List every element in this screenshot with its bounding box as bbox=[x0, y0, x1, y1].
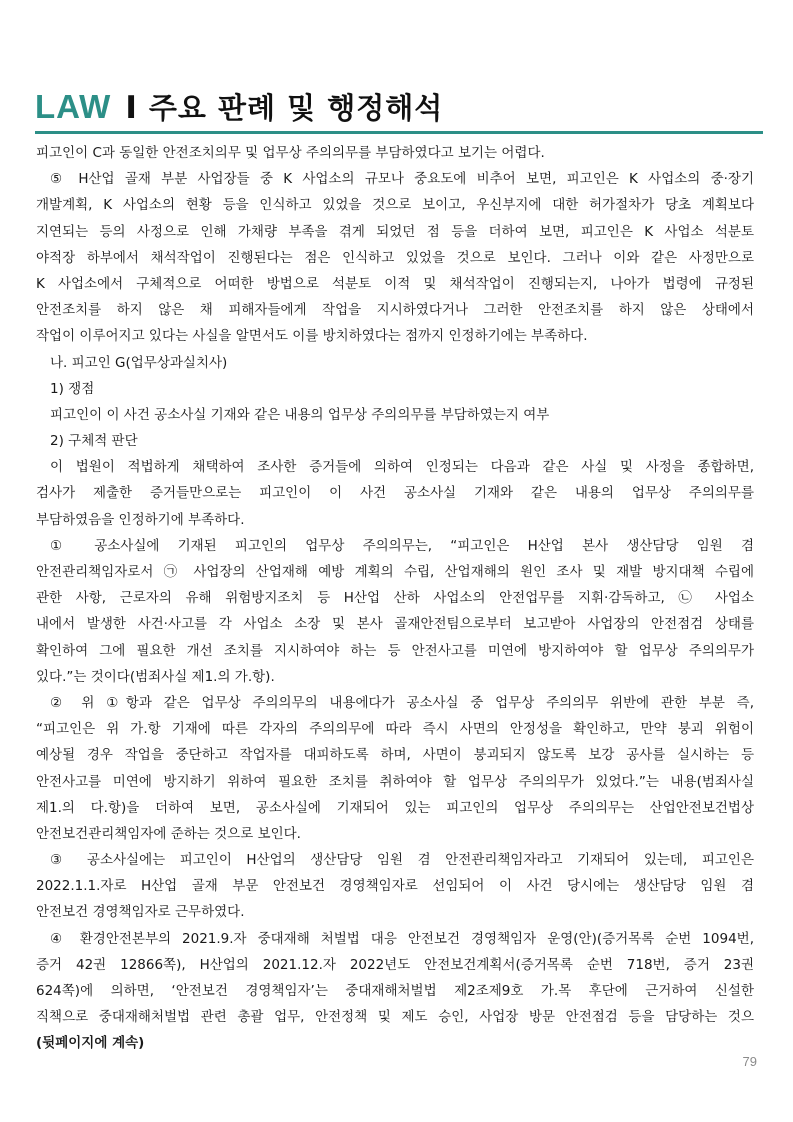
text-line: 확인하여 그에 필요한 개선 조치를 지시하여야 하는 등 안전사고를 미연에 방지하여야 할 업무상 주의의무가 bbox=[36, 642, 754, 659]
text-line: 검사가 제출한 증거들만으로는 피고인이 이 사건 공소사실 기재와 같은 내용의 업무상 주의의무를 bbox=[36, 485, 754, 502]
section-title: 주요 판례 및 행정해석 bbox=[148, 91, 444, 125]
text-line: 안전보건관리책임자에 준하는 것으로 보인다. bbox=[36, 825, 301, 842]
text-line: 작업이 이루어지고 있다는 사실을 알면서도 이를 방치하였다는 점까지 인정하기에는 부족하다. bbox=[36, 328, 588, 345]
text-line: 624쪽)에 의하면, ‘안전보건 경영책임자’는 중대재해처벌법 제2조제9호 가.목 후단에 근거하여 신설한 bbox=[36, 983, 754, 999]
text-line: 제1.의 다.항)을 더하여 보면, 공소사실에 기재되어 있는 피고인의 업무상 주의의무는 산업안전보건법상 bbox=[36, 799, 754, 816]
text-line: 1) 쟁점 bbox=[50, 380, 95, 397]
text-line: “피고인은 위 가.항 기재에 따른 각자의 주의의무에 따라 즉시 사면의 안정성을 확인하고, 만약 붕괴 위험이 bbox=[36, 721, 754, 738]
text-line: 2) 구체적 판단 bbox=[50, 433, 138, 450]
text-line: 지연되는 등의 사정으로 인해 가채량 부족을 겪게 되었던 점 등을 더하여 보면, 피고인은 K 사업소 석분토 bbox=[36, 223, 754, 240]
text-line: K 사업소에서 구체적으로 어떠한 방법으로 석분토 이적 및 채석작업이 진행되는지, 나아가 법령에 규정된 bbox=[36, 275, 754, 292]
text-line: ① 공소사실에 기재된 피고인의 업무상 주의의무는, “피고인은 H산업 본사 생산담당 임원 겸 bbox=[50, 537, 754, 554]
page-number: 79 bbox=[742, 1054, 757, 1069]
text-line: 부담하였음을 인정하기에 부족하다. bbox=[36, 511, 245, 528]
text-line: 2022.1.1.자로 H산업 골재 부문 안전보건 경영책임자로 선임되어 이 사건 당시에는 생산담당 임원 겸 bbox=[36, 878, 754, 895]
text-line: 안전사고를 미연에 방지하기 위하여 필요한 조치를 취하여야 할 업무상 주의의무가 있었다.”는 내용(범죄사실 bbox=[36, 773, 754, 790]
text-line: 이 법원이 적법하게 채택하여 조사한 증거들에 의하여 인정되는 다음과 같은 사실 및 사정을 종합하면, bbox=[50, 459, 754, 476]
continued-note: (뒷페이지에 계속) bbox=[36, 1035, 145, 1052]
text-line: 개발계획, K 사업소의 현황 등을 인식하고 있었을 것으로 보이고, 우신부지에 대한 허가절차가 당초 계획보다 bbox=[36, 197, 754, 214]
text-line: 나. 피고인 G(업무상과실치사) bbox=[50, 354, 228, 371]
text-line: 야적장 하부에서 채석작업이 진행된다는 점은 인식하고 있었을 것으로 보인다. 그러나 이와 같은 사정만으로 bbox=[36, 249, 754, 266]
text-line: 관한 사항, 근로자의 유해 위험방지조치 등 H산업 산하 사업소의 안전업무를 지휘·감독하고, ㉡ 사업소 bbox=[36, 590, 754, 607]
text-line: 안전관리책임자로서 ㉠ 사업장의 산업재해 예방 계획의 수립, 산업재해의 원인 조사 및 재발 방지대책 수립에 bbox=[36, 564, 754, 580]
text-line: 직책으로 중대재해처벌법 관련 총괄 업무, 안전정책 및 제도 승인, 사업장 방문 안전점검 등을 담당하는 것으 bbox=[36, 1009, 754, 1026]
text-line: ③ 공소사실에는 피고인이 H산업의 생산담당 임원 겸 안전관리책임자라고 기재되어 있는데, 피고인은 bbox=[50, 852, 754, 869]
text-line: 증거 42권 12866쪽), H산업의 2021.12.자 2022년도 안전보건계획서(증거목록 순번 718번, 증거 23권 bbox=[36, 956, 754, 973]
section-header bbox=[35, 86, 443, 130]
text-line: 피고인이 C과 동일한 안전조치의무 및 업무상 주의의무를 부담하였다고 보기는 어렵다. bbox=[36, 145, 545, 161]
text-line: 예상될 경우 작업을 중단하고 작업자를 대피하도록 하며, 사면이 붕괴되지 않도록 보강 공사를 실시하는 등 bbox=[36, 747, 754, 764]
header-separator: I bbox=[125, 90, 137, 126]
header-rule bbox=[35, 131, 763, 134]
text-line: ⑤ H산업 골재 부분 사업장들 중 K 사업소의 규모나 중요도에 비추어 보면, 피고인은 K 사업소의 중·장기 bbox=[50, 171, 754, 188]
text-line: 피고인이 이 사건 공소사실 기재와 같은 내용의 업무상 주의의무를 부담하였는지 여부 bbox=[50, 406, 550, 423]
text-line: ④ 환경안전본부의 2021.9.자 중대재해 처벌법 대응 안전보건 경영책임자 운영(안)(증거목록 순번 1094번, bbox=[50, 930, 754, 947]
law-label: LAW bbox=[35, 88, 112, 125]
text-line: 안전조치를 하지 않은 채 피해자들에게 작업을 지시하였다거나 그러한 안전조치를 하지 않은 상태에서 bbox=[36, 302, 754, 319]
document-body bbox=[36, 140, 754, 1057]
text-line: 안전보건 경영책임자로 근무하였다. bbox=[36, 904, 245, 921]
text-line: 내에서 발생한 사건·사고를 각 사업소 소장 및 본사 골재안전팀으로부터 보고받아 사업장의 안전점검 상태를 bbox=[36, 616, 754, 633]
text-line: ② 위 ①항과 같은 업무상 주의의무의 내용에다가 공소사실 중 업무상 주의의무 위반에 관한 부분 즉, bbox=[50, 694, 754, 711]
text-line: 있다.”는 것이다(범죄사실 제1.의 가.항). bbox=[36, 668, 275, 685]
